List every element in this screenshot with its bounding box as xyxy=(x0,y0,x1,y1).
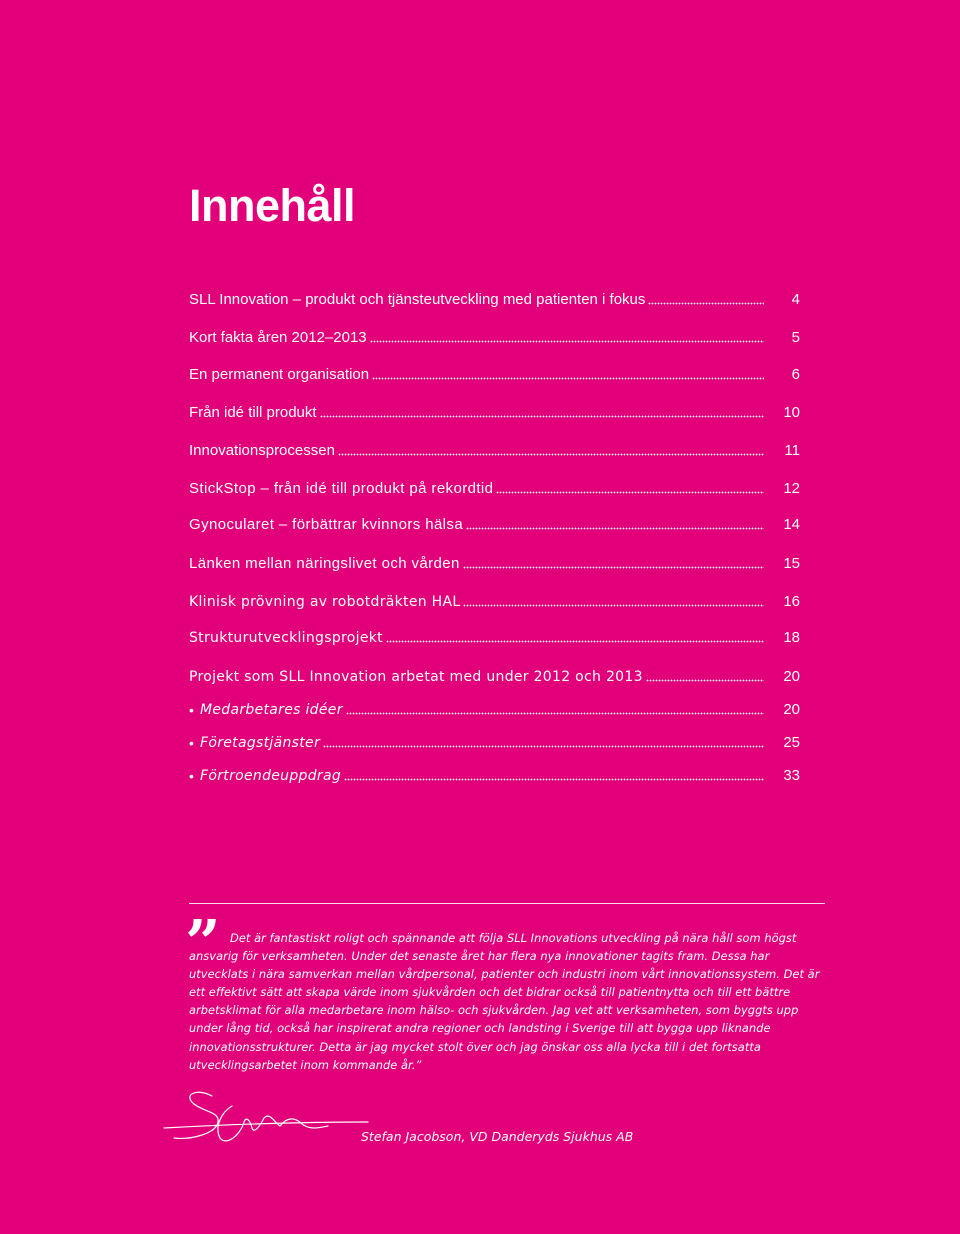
toc-entry-page: 6 xyxy=(791,366,800,383)
toc-entry-page: 33 xyxy=(783,767,800,784)
toc-entry-label: Kort fakta åren 2012–2013 xyxy=(189,329,367,346)
bullet-icon: • xyxy=(189,768,194,784)
quote-text: Det är fantastiskt roligt och spännande att följa SLL Innovations utveckling på nära håll som högst ansvarig för verksamheten. Under det senaste året har flera nya innovationer tagits fram. Dessa har utvecklats i nära samverkan mellan vårdpersonal, patienter och industri inom vårt innovationssystem. Det är ett effektivt sätt att skapa värde inom sjukvården och det bidrar också till patientnytta och till ett bättre arbetsklimat för alla medarbetare inom hälso- och sjukvården. Jag vet att verksamheten, som byggts upp under lång tid, också har inspirerat andra regioner och landsting i Sverige till att bygga upp liknande innovationsstrukturer. Detta är jag mycket stolt över och jag önskar oss alla lycka till i det fortsatta utvecklingsarbetet inom kommande år.” xyxy=(189,931,820,1072)
toc-entry-label: SLL Innovation – produkt och tjänsteutveckling med patienten i fokus xyxy=(189,291,646,308)
toc-entry-page: 20 xyxy=(783,668,800,685)
toc-leader-dots xyxy=(372,376,764,380)
toc-entry-page: 18 xyxy=(783,629,800,646)
toc-entry[interactable] xyxy=(189,627,800,649)
page-title: Innehåll xyxy=(189,180,356,231)
toc-entry-page: 14 xyxy=(783,516,800,533)
toc-entry[interactable] xyxy=(189,289,800,311)
toc-leader-dots xyxy=(463,565,764,569)
toc-entry-label: En permanent organisation xyxy=(189,366,370,383)
toc-entry-label: Klinisk prövning av robotdräkten HAL xyxy=(189,594,461,610)
signature-image xyxy=(160,1082,370,1152)
toc-entry[interactable] xyxy=(189,440,800,462)
section-divider xyxy=(189,903,825,904)
bullet-icon: • xyxy=(189,735,194,751)
toc-entry-page: 20 xyxy=(783,701,800,718)
toc-entry-label: Länken mellan näringslivet och vården xyxy=(189,555,460,572)
toc-entry[interactable] xyxy=(189,402,800,424)
toc-leader-dots xyxy=(338,452,764,456)
toc-entry-label: Från idé till produkt xyxy=(189,404,317,421)
toc-entry-label: Företagstjänster xyxy=(200,735,321,751)
toc-leader-dots xyxy=(648,301,764,305)
toc-entry-page: 5 xyxy=(791,329,800,346)
toc-subentry[interactable] xyxy=(189,765,800,787)
toc-entry-page: 4 xyxy=(791,291,800,308)
toc-leader-dots xyxy=(466,526,764,530)
toc-entry-page: 15 xyxy=(783,555,800,572)
toc-entry[interactable] xyxy=(189,514,800,536)
bullet-icon: • xyxy=(189,702,194,718)
toc-entry[interactable] xyxy=(189,478,800,500)
toc-entry[interactable] xyxy=(189,591,800,613)
toc-entry-label: Projekt som SLL Innovation arbetat med under 2012 och 2013 xyxy=(189,669,643,685)
toc-entry-label: StickStop – från idé till produkt på rekordtid xyxy=(189,480,494,497)
toc-entry[interactable] xyxy=(189,364,800,386)
toc-entry-page: 12 xyxy=(783,480,800,497)
toc-entry-label: Medarbetares idéer xyxy=(200,702,343,718)
quote-author: Stefan Jacobson, VD Danderyds Sjukhus AB xyxy=(361,1129,634,1144)
toc-entry-label: Strukturutvecklingsprojekt xyxy=(189,630,383,646)
toc-entry[interactable] xyxy=(189,666,800,688)
toc-leader-dots xyxy=(344,777,764,781)
toc-leader-dots xyxy=(646,678,764,682)
toc-entry-label: Gynocularet – förbättrar kvinnors hälsa xyxy=(189,516,464,533)
toc-leader-dots xyxy=(386,639,764,643)
toc-leader-dots xyxy=(463,603,764,607)
toc-subentry[interactable] xyxy=(189,699,800,721)
toc-leader-dots xyxy=(496,490,764,494)
toc-entry-page: 25 xyxy=(783,734,800,751)
toc-entry[interactable] xyxy=(189,553,800,575)
toc-entry-label: Innovationsprocessen xyxy=(189,442,335,459)
toc-entry-page: 11 xyxy=(784,442,800,459)
toc-leader-dots xyxy=(323,744,764,748)
toc-entry-page: 16 xyxy=(783,593,800,610)
toc-entry-page: 10 xyxy=(783,404,800,421)
toc-entry-label: Förtroendeuppdrag xyxy=(200,768,342,784)
toc-leader-dots xyxy=(346,711,764,715)
toc-leader-dots xyxy=(370,339,764,343)
toc-leader-dots xyxy=(320,414,764,418)
quote-mark-icon: ” xyxy=(185,906,215,979)
toc-subentry[interactable] xyxy=(189,732,800,754)
toc-entry[interactable] xyxy=(189,327,800,349)
